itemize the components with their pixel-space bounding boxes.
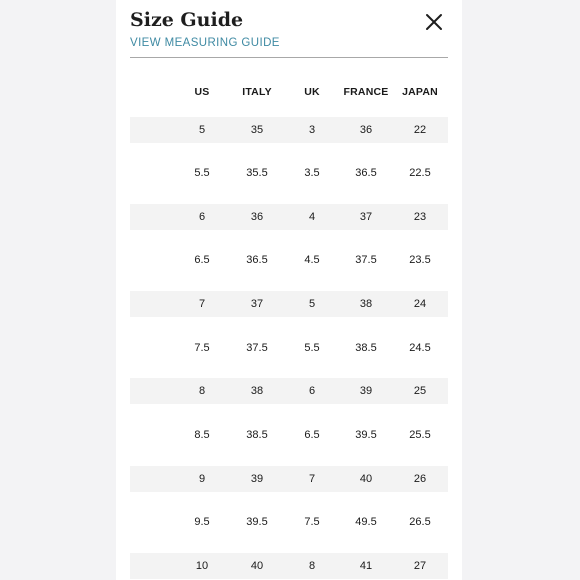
table-row — [130, 247, 448, 273]
table-cell: 49.5 — [355, 516, 377, 528]
table-cell: 26.5 — [409, 516, 431, 528]
table-cell: 7 — [198, 298, 206, 310]
table-cell: 41 — [359, 560, 373, 572]
table-cell: 6 — [198, 211, 206, 223]
table-cell: 23 — [413, 211, 427, 223]
table-cell: 22.5 — [409, 167, 431, 179]
table-cell: 36.5 — [246, 254, 268, 266]
table-cell: 3.5 — [304, 167, 320, 179]
table-cell: 38 — [359, 298, 373, 310]
table-cell: 8 — [198, 385, 206, 397]
table-row — [130, 509, 448, 535]
table-cell: 24 — [413, 298, 427, 310]
header-divider — [130, 57, 448, 58]
column-header-italy: ITALY — [242, 86, 272, 98]
table-cell: 7 — [308, 473, 316, 485]
table-row — [130, 291, 448, 317]
table-cell: 7.5 — [194, 342, 210, 354]
table-cell: 5.5 — [304, 342, 320, 354]
column-header-japan: JAPAN — [402, 86, 438, 98]
table-cell: 38.5 — [246, 429, 268, 441]
table-cell: 7.5 — [304, 516, 320, 528]
table-cell: 9.5 — [194, 516, 210, 528]
table-row — [130, 160, 448, 186]
table-cell: 5 — [198, 124, 206, 136]
column-header-uk: UK — [304, 86, 320, 98]
table-cell: 3 — [308, 124, 316, 136]
table-cell: 39 — [359, 385, 373, 397]
size-guide-modal — [116, 0, 462, 580]
column-header-us: US — [194, 86, 210, 98]
table-cell: 25.5 — [409, 429, 431, 441]
table-cell: 4 — [308, 211, 316, 223]
table-cell: 23.5 — [409, 254, 431, 266]
table-cell: 38.5 — [355, 342, 377, 354]
table-cell: 4.5 — [304, 254, 320, 266]
table-cell: 8 — [308, 560, 316, 572]
table-cell: 39 — [250, 473, 264, 485]
table-cell: 36.5 — [355, 167, 377, 179]
table-cell: 36 — [359, 124, 373, 136]
table-cell: 5 — [308, 298, 316, 310]
table-row — [130, 466, 448, 492]
table-row — [130, 378, 448, 404]
table-cell: 40 — [359, 473, 373, 485]
table-cell: 5.5 — [194, 167, 210, 179]
table-cell: 37.5 — [246, 342, 268, 354]
table-row — [130, 335, 448, 361]
table-cell: 9 — [198, 473, 206, 485]
table-cell: 22 — [413, 124, 427, 136]
table-cell: 39.5 — [355, 429, 377, 441]
table-cell: 37.5 — [355, 254, 377, 266]
table-cell: 6.5 — [304, 429, 320, 441]
table-cell: 36 — [250, 211, 264, 223]
table-row — [130, 204, 448, 230]
table-row — [130, 553, 448, 579]
table-header-row — [130, 80, 448, 104]
table-cell: 40 — [250, 560, 264, 572]
table-cell: 6 — [308, 385, 316, 397]
table-cell: 39.5 — [246, 516, 268, 528]
table-cell: 6.5 — [194, 254, 210, 266]
table-cell: 37 — [359, 211, 373, 223]
table-row — [130, 422, 448, 448]
table-cell: 26 — [413, 473, 427, 485]
table-cell: 10 — [195, 560, 209, 572]
table-cell: 38 — [250, 385, 264, 397]
table-row — [130, 117, 448, 143]
modal-title: Size Guide — [130, 9, 244, 31]
table-cell: 8.5 — [194, 429, 210, 441]
table-cell: 35 — [250, 124, 264, 136]
table-cell: 27 — [413, 560, 427, 572]
table-cell: 24.5 — [409, 342, 431, 354]
table-cell: 25 — [413, 385, 427, 397]
view-measuring-guide-link[interactable]: VIEW MEASURING GUIDE — [130, 37, 280, 49]
column-header-france: FRANCE — [343, 86, 389, 98]
close-icon[interactable] — [420, 8, 448, 36]
table-cell: 37 — [250, 298, 264, 310]
table-cell: 35.5 — [246, 167, 268, 179]
